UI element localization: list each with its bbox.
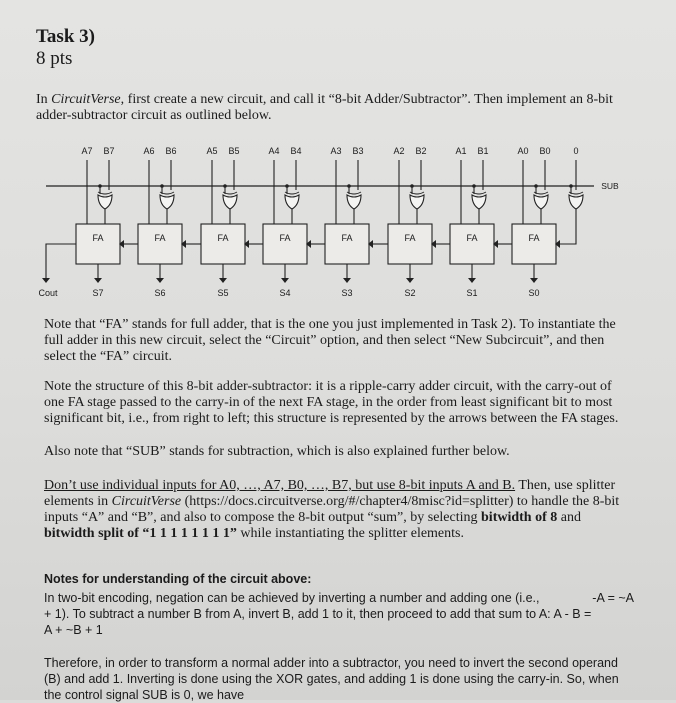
splitter-and: and [557,510,581,525]
sub-junction-4 [285,184,289,188]
xor-gate-5 [223,195,237,209]
label-b6: B6 [165,146,177,156]
formula-negation: -A = ~A [592,591,634,605]
sum-arrow-1 [468,278,476,283]
cout-wire [46,244,76,278]
xor-gate-1 [472,195,486,209]
label-b0: B0 [539,146,551,156]
full-adder-block-2 [388,224,432,264]
intro-paragraph [36,92,636,124]
label-a7: A7 [81,146,93,156]
sum-label-s7: S7 [92,288,104,298]
full-adder-label-4: FA [279,233,291,243]
intro-app-name: CircuitVerse [51,92,121,107]
label-b3: B3 [352,146,364,156]
sum-arrow-4 [281,278,289,283]
intro-part1: In [36,92,52,107]
sum-arrow-2 [406,278,414,283]
sum-label-s2: S2 [404,288,416,298]
splitter-app-name: CircuitVerse [111,494,182,509]
label-b7: B7 [103,146,115,156]
sum-label-s0: S0 [528,288,540,298]
sub-junction-5 [223,184,227,188]
xor-gate-4 [285,195,299,209]
sum-label-s6: S6 [154,288,166,298]
adder-subtractor-diagram [36,142,640,314]
label-a0: A0 [517,146,529,156]
label-a1: A1 [455,146,467,156]
full-adder-block-3 [325,224,369,264]
label-a5: A5 [206,146,218,156]
full-adder-block-0 [512,224,556,264]
xor-gate-0 [534,195,548,209]
full-adder-block-5 [201,224,245,264]
splitter-text-2: (https://docs.circuitverse.org/#/chapter4/8misc?id=splitter) to handle the 8-bit inputs “A” and “B”, and also to compose the 8-bit output “sum”, by selecting [44,494,620,525]
understanding-heading: Notes for understanding of the circuit above: [44,572,312,586]
task-title: Task 3) [36,26,95,47]
fa-note-paragraph: Note that “FA” stands for full adder, that is the one you just implemented in Task 2). To instantiate the full adder in this new circuit, select the “Circuit” option, and then select “New Subcircuit”, and then select the “FA” circuit. [44,317,616,364]
cout-label: Cout [38,288,58,298]
sum-arrow-0 [530,278,538,283]
xor-gate-3 [347,195,361,209]
full-adder-label-3: FA [341,233,353,243]
sub-junction-0 [534,184,538,188]
sub-junction-1 [472,184,476,188]
sum-label-s5: S5 [217,288,229,298]
splitter-note-paragraph [44,478,634,542]
understanding-paragraph-1 [44,590,634,638]
sub-note-paragraph: Also note that “SUB” stands for subtraction, which is also explained further below. [44,444,510,459]
label-b5: B5 [228,146,240,156]
sub-junction-carry-in [569,184,573,188]
xor-gate-6 [160,195,174,209]
label-a2: A2 [393,146,405,156]
sub-junction-6 [160,184,164,188]
full-adder-block-6 [138,224,182,264]
formula-subtraction: A - B = [553,607,592,621]
label-b2: B2 [415,146,427,156]
label-b1: B1 [477,146,489,156]
full-adder-label-0: FA [528,233,540,243]
sum-arrow-6 [156,278,164,283]
label-carry-in-zero: 0 [573,146,579,156]
formula-expansion: A + ~B + 1 [44,623,103,637]
full-adder-label-6: FA [154,233,166,243]
splitter-text-1: Then, use splitter elements in [44,478,616,509]
full-adder-block-4 [263,224,307,264]
sum-arrow-5 [219,278,227,283]
sum-label-s4: S4 [279,288,291,298]
label-b4: B4 [290,146,302,156]
splitter-underlined-text: Don’t use individual inputs for A0, …, A7, B0, …, B7, but use 8-bit inputs A and B. [44,478,516,493]
xor-gate-2 [410,195,424,209]
sum-label-s3: S3 [341,288,353,298]
xor-gate-carry-in [569,195,583,209]
intro-part2: , first create a new circuit, and call it “8-bit Adder/Subtractor”. Then implement an 8-bit adder-subtractor circuit as outlined below. [36,92,613,123]
sum-arrow-3 [343,278,351,283]
splitter-end: while instantiating the splitter elements. [236,526,464,541]
carry-in-wire [560,209,576,244]
sub-junction-7 [98,184,102,188]
understanding-p1-b: + 1). To subtract a number B from A, invert B, add 1 to it, then proceed to add that sum to A: [44,607,551,621]
full-adder-label-5: FA [217,233,229,243]
bitwidth-bold: bitwidth of 8 [481,510,558,525]
label-a3: A3 [330,146,342,156]
xor-gate-7 [98,195,112,209]
task-points: 8 pts [36,48,73,69]
full-adder-block-7 [76,224,120,264]
cout-arrow [42,278,50,283]
full-adder-label-2: FA [404,233,416,243]
label-a6: A6 [143,146,155,156]
full-adder-label-7: FA [92,233,104,243]
sub-label: SUB [601,181,619,191]
structure-note-paragraph: Note the structure of this 8-bit adder-subtractor: it is a ripple-carry adder circuit, with the carry-out of one FA stage passed to the carry-in of the next FA stage, in the order from least significant bit to most significant bit, i.e., from right to left; this structure is represented by the arrows between the FA stages. [44,379,619,426]
full-adder-block-1 [450,224,494,264]
sum-arrow-7 [94,278,102,283]
understanding-paragraph-2: Therefore, in order to transform a normal adder into a subtractor, you need to invert the second operand (B) and add 1. Inverting is done using the XOR gates, and adding 1 is done using the carry-in. So, when the control signal SUB is 0, we have [44,656,619,702]
sub-junction-2 [410,184,414,188]
bitwidth-split-bold: bitwidth split of “1 1 1 1 1 1 1 1” [44,526,237,541]
full-adder-label-1: FA [466,233,478,243]
understanding-p1-a: In two-bit encoding, negation can be achieved by inverting a number and adding one (i.e., [44,591,540,605]
sub-junction-3 [347,184,351,188]
label-a4: A4 [268,146,280,156]
sum-label-s1: S1 [466,288,478,298]
